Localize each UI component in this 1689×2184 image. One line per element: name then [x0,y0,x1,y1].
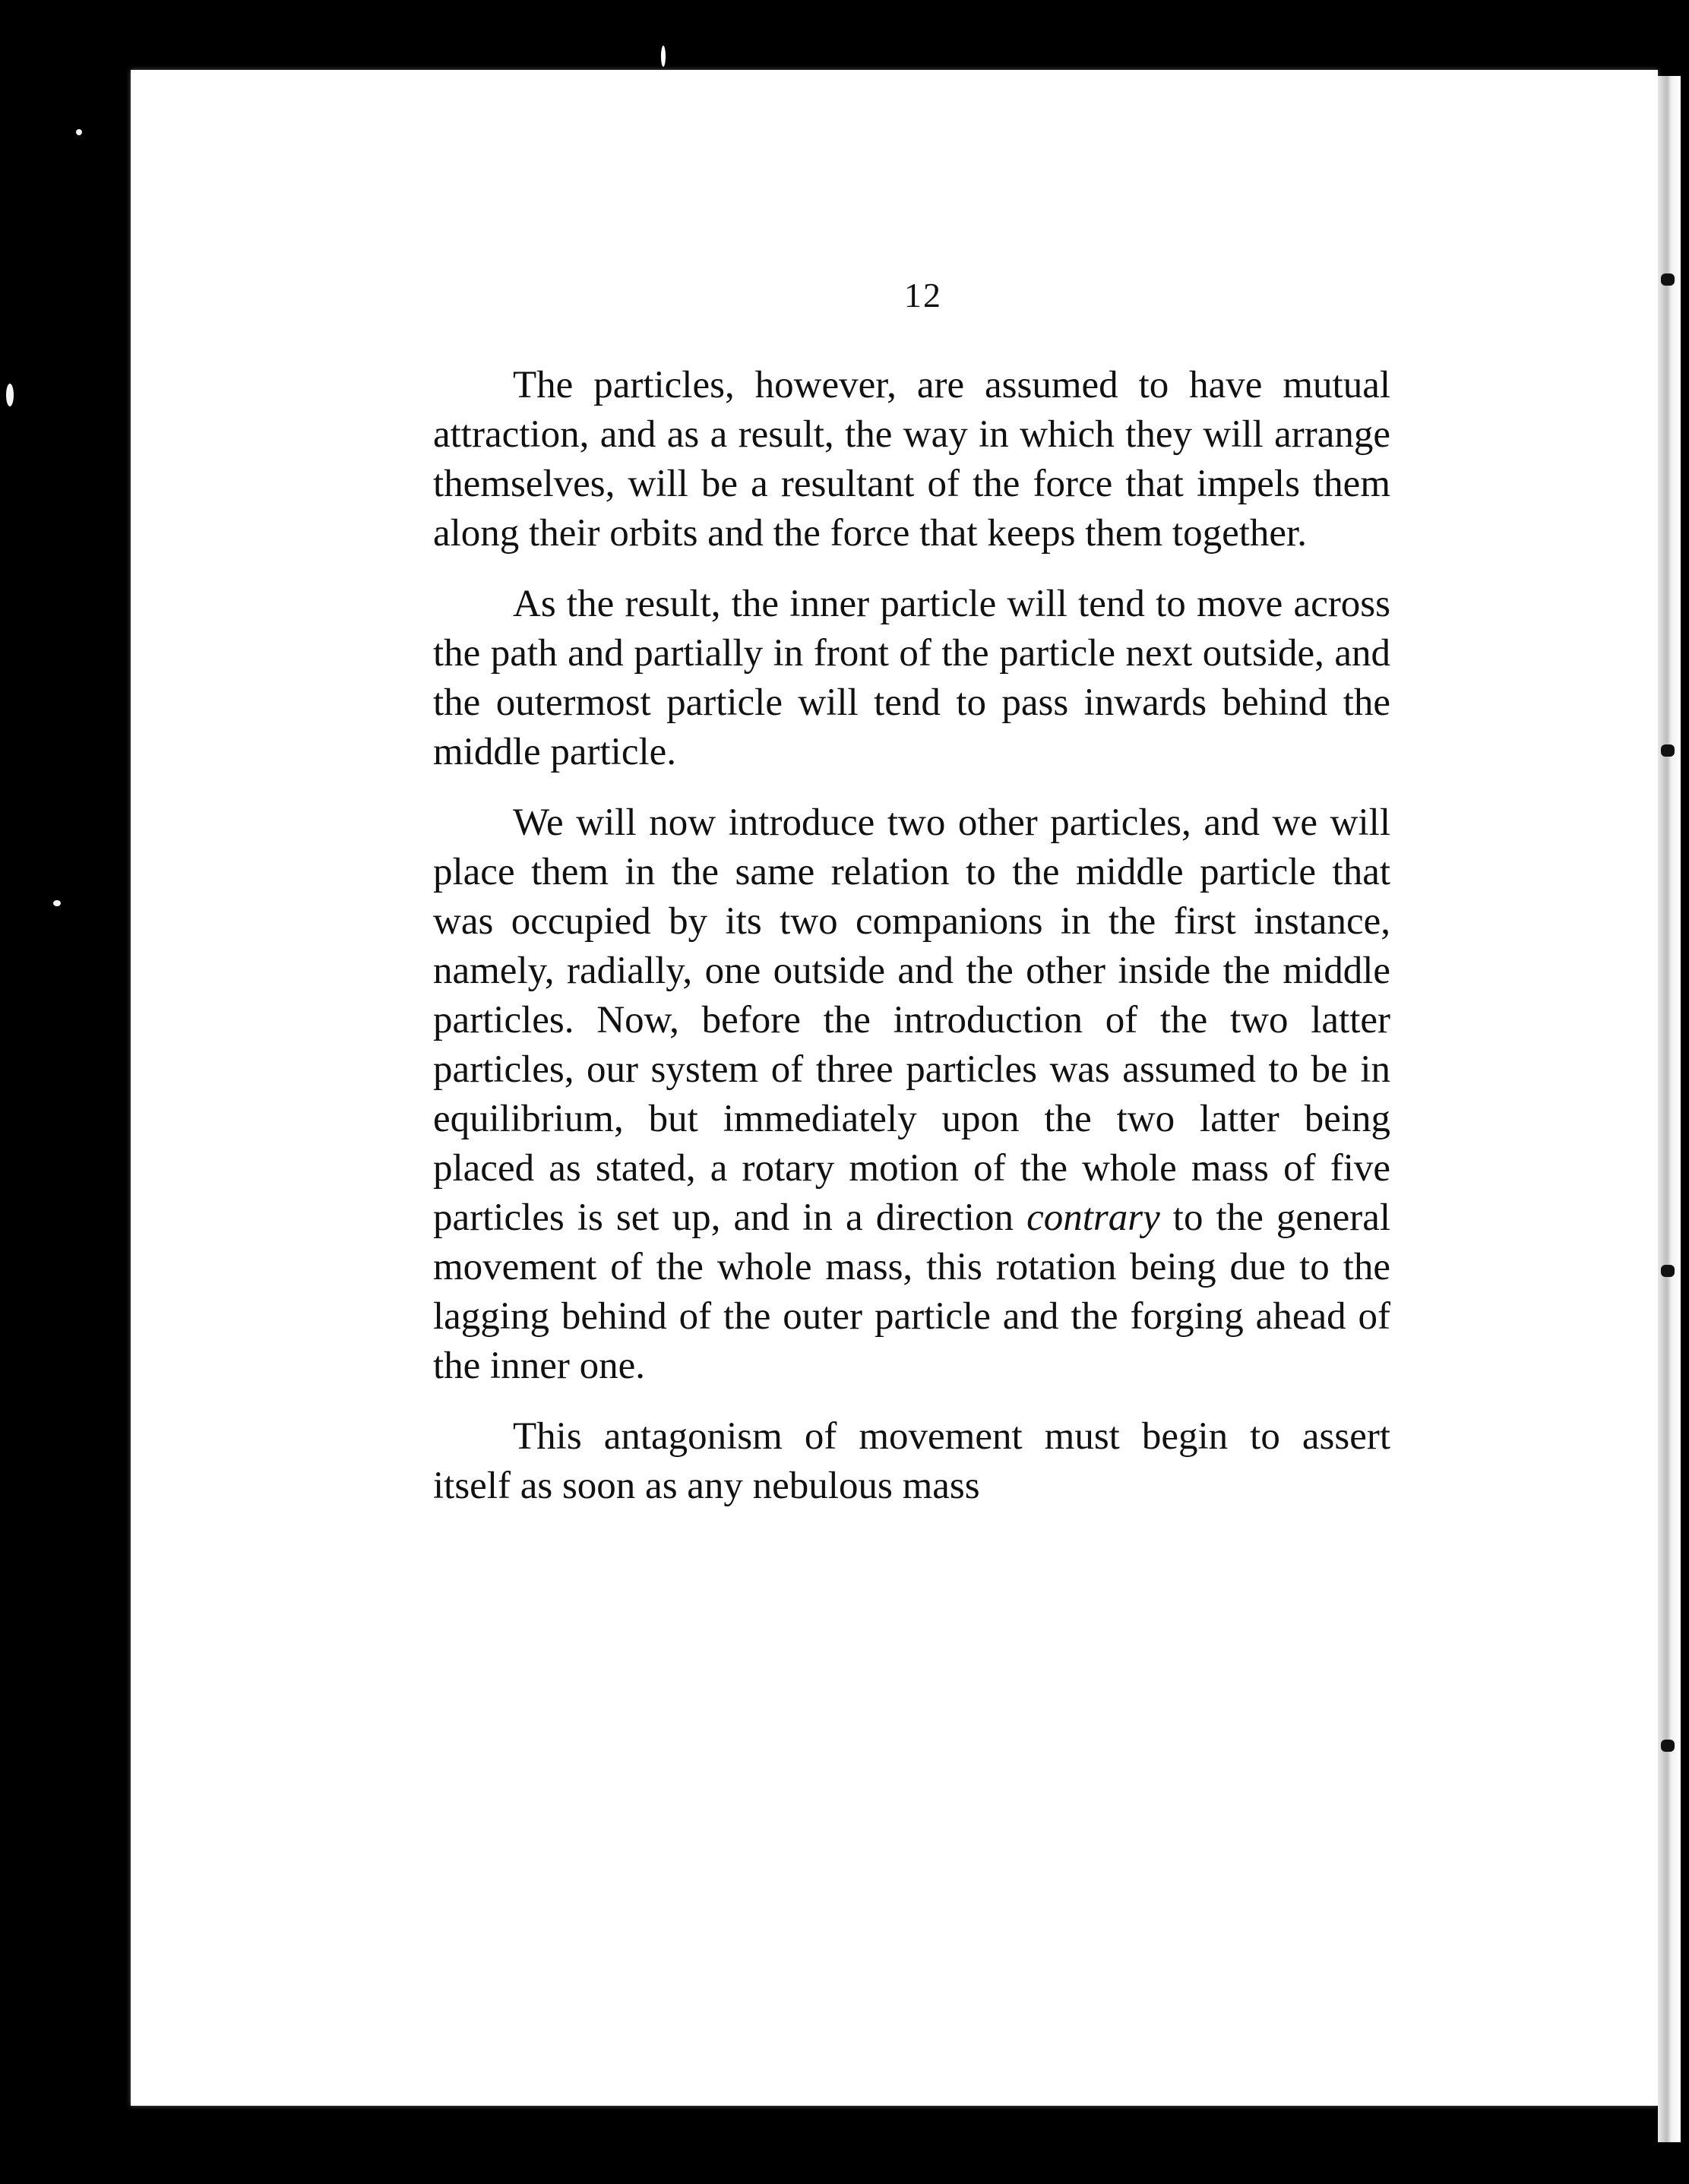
scan-speck [76,129,82,135]
scan-speck [53,900,61,906]
edge-mark [1661,273,1675,286]
edge-mark [1661,1265,1675,1277]
edge-mark [1661,744,1675,757]
paragraph-3-text-after: to the general movement of the whole mass, this rotation being due to the lagging behind of the outer particle and the forging ahead of the inner one. [433,1196,1390,1387]
page-edge [1658,76,1681,2142]
scan-speck [6,384,14,406]
scan-speck [661,46,666,67]
paragraph-4: This antagonism of movement must begin to assert itself as soon as any nebulous mass [433,1415,1390,1507]
edge-mark [1661,1740,1675,1752]
page-number: 12 [904,276,942,314]
paragraph-2: As the result, the inner particle will tend to move across the path and partially in front of the particle next outside, and the outermost particle will tend to pass inwards behind the middle particle. [433,583,1390,773]
italic-word: contrary [1026,1196,1160,1239]
paragraph-3 [433,798,1390,1391]
paragraph-1: The particles, however, are assumed to have mutual attraction, and as a result, the way in which they will arrange themselves, will be a resultant of the force that impels them along their orbits and the force that keeps them together. [433,364,1390,555]
paragraph-3-text-before: We will now introduce two other particles, and we will place them in the same relation to the middle particle that was occupied by its two companions in the first instance, namely, radially, one outside and the other inside the middle particles. Now, before the introduction of the two latter particles, our system of three particles was assumed to be in equilibrium, but immediately upon the two latter being placed as stated, a rotary motion of the whole mass of five particles is set up, and in a direction [433,801,1390,1239]
body-text [433,361,1390,1532]
